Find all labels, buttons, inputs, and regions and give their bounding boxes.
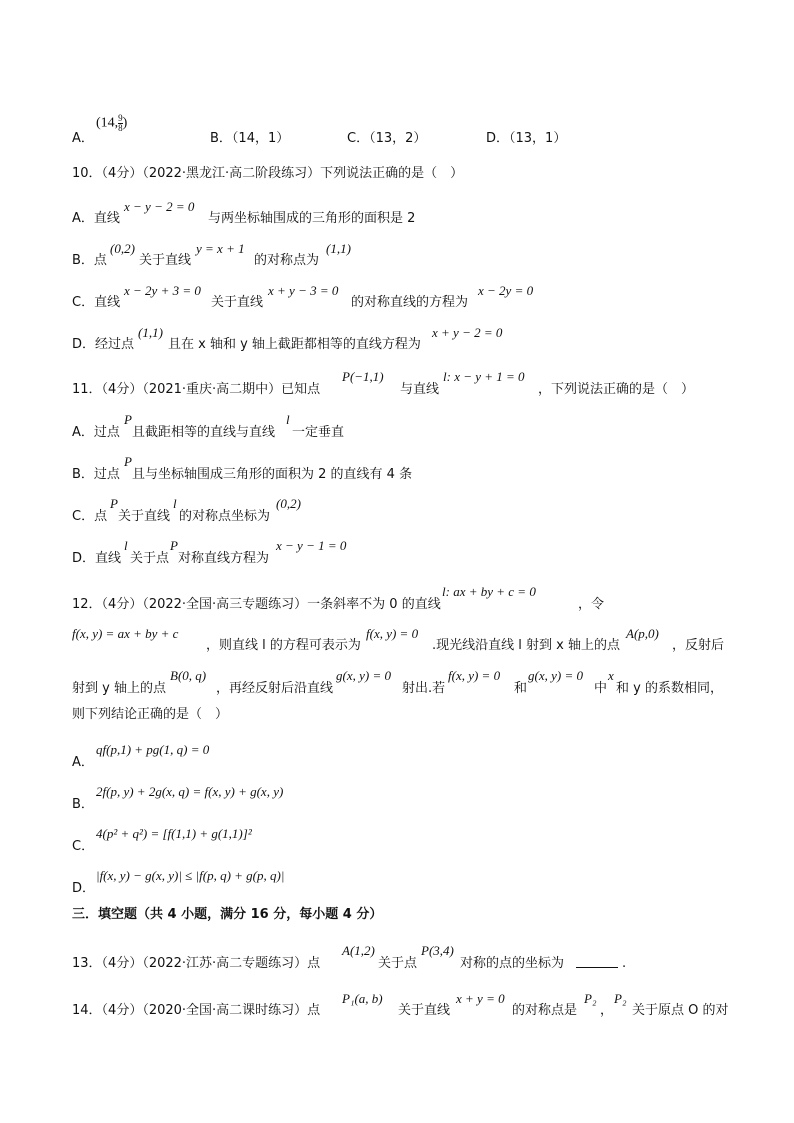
q14-math4: P₂ [614,991,627,1006]
q11-c-math2: l [173,496,177,511]
q11-c-math1: P [110,496,118,511]
q13-text4: . [622,956,627,971]
q12-line1-text1: 12．（4分）（2022·全国·高三专题练习）一条斜率不为 0 的直线 [72,597,441,612]
q11-c-text2: 关于直线 [118,509,171,524]
q12-line3-text5: 中 [594,681,608,696]
q14-math3: P₂ [584,991,597,1006]
q10-a-math1: x − y − 2 = 0 [124,199,195,214]
q13-text1: 13．（4分）（2022·江苏·高二专题练习）点 [72,956,321,971]
q11-d-text1: D．直线 [72,551,122,566]
q14-math2: x + y = 0 [456,991,505,1006]
q11-a-math1: P [124,412,132,427]
q12-a-label: A． [72,755,94,770]
q12-line3-math3: f(x, y) = 0 [448,668,501,683]
q12-line2-text1: ，则直线 l 的方程可表示为 [206,638,361,653]
q12-line3-math4: g(x, y) = 0 [528,668,583,683]
section-3-heading: 三．填空题（共 4 小题，满分 16 分，每小题 4 分） [72,907,383,922]
q12-line4: 则下列结论正确的是（ ） [72,707,229,722]
q12-b-math: 2f(p, y) + 2g(x, q) = f(x, y) + g(x, y) [96,784,284,799]
q10-b-math3: (1,1) [326,241,351,256]
q12-line3-math5: x [608,668,614,683]
q12-c-math: 4(p² + q²) = [f(1,1) + g(1,1)]² [96,826,252,841]
q10-c-text1: C．直线 [72,295,121,310]
q11-c-text3: 的对称点坐标为 [179,509,271,524]
q12-c-label: C． [72,839,95,854]
q10-c-math2: x + y − 3 = 0 [268,283,339,298]
q11-d-text3: 对称直线方程为 [178,551,270,566]
q11-d-math3: x − y − 1 = 0 [276,538,347,553]
q10-stem: 10．（4分）（2022·黑龙江·高二阶段练习）下列说法正确的是（ ） [72,166,464,181]
q10-b-math1: (0,2) [110,241,135,256]
q11-d-math1: l [124,538,128,553]
q14-math1: P₁(a, b) [342,991,383,1006]
q11-b-text1: B．过点 [72,467,120,482]
q12-d-label: D． [72,881,96,896]
q10-b-text2: 关于直线 [139,253,192,268]
q12-line3-text4: 和 [514,681,528,696]
q14-text4: ， [600,1003,614,1018]
q13-answer-blank [576,955,618,968]
q13-text2: 关于点 [378,956,418,971]
q10-c-math1: x − 2y + 3 = 0 [124,283,201,298]
q10-b-text1: B．点 [72,253,107,268]
q10-d-text1: D．经过点 [72,337,135,352]
q13-math2: P(3,4) [421,943,454,958]
q10-b-text3: 的对称点为 [254,253,320,268]
q11-d-text2: 关于点 [130,551,170,566]
q10-d-math1: (1,1) [138,325,163,340]
q11-a-text1: A．过点 [72,425,120,440]
q11-stem-text1: 11．（4分）（2021·重庆·高二期中）已知点 [72,382,321,397]
q9-option-a-label: A． [72,131,94,146]
q12-line2-text3: ，反射后 [672,638,725,653]
q10-d-math2: x + y − 2 = 0 [432,325,503,340]
q12-line3-text2: ，再经反射后沿直线 [216,681,334,696]
q10-c-text3: 的对称直线的方程为 [351,295,469,310]
q12-line3-math1: B(0, q) [170,668,207,683]
q10-a-text2: 与两坐标轴围成的三角形的面积是 2 [208,211,416,226]
q9-option-a-math: (14, $\frac{9}{8}$ ) [96,113,128,133]
q12-a-math: qf(p,1) + pg(1, q) = 0 [96,742,210,757]
q10-c-math3: x − 2y = 0 [478,283,534,298]
q12-line2-math1: f(x, y) = ax + by + c [72,626,179,641]
q14-text3: 的对称点是 [512,1003,578,1018]
q12-b-label: B． [72,797,94,812]
q13-math1: A(1,2) [342,943,375,958]
q11-b-text2: 且与坐标轴围成三角形的面积为 2 的直线有 4 条 [132,467,413,482]
q11-d-math2: P [170,538,178,553]
q10-b-math2: y = x + 1 [196,241,245,256]
q11-c-math3: (0,2) [276,496,301,511]
q13-text3: 对称的点的坐标为 [460,956,565,971]
q10-a-text1: A．直线 [72,211,120,226]
q11-a-text3: 一定垂直 [292,425,345,440]
q11-stem-text2: 与直线 [400,382,440,397]
q11-b-math1: P [124,454,132,469]
q12-line2-math3: A(p,0) [626,626,659,641]
q14-text2: 关于直线 [398,1003,451,1018]
q9-option-c: C．（13，2） [347,131,427,146]
q12-line2-text2: .现光线沿直线 l 射到 x 轴上的点 [432,638,620,653]
q14-text5: 关于原点 O 的对 [632,1003,729,1018]
q12-line3-text6: 和 y 的系数相同， [616,681,723,696]
q12-line3-text1: 射到 y 轴上的点 [72,681,166,696]
q11-a-math2: l [286,412,290,427]
q12-d-math: |f(x, y) − g(x, y)| ≤ |f(p, q) + g(p, q)| [96,868,285,883]
q9-option-d: D．（13，1） [486,131,567,146]
q12-line1-math: l: ax + by + c = 0 [442,584,536,599]
q12-line1-text2: ，令 [578,597,605,612]
q12-line2-math2: f(x, y) = 0 [366,626,419,641]
q9-option-b: B．（14，1） [210,131,290,146]
q11-stem-math2: l: x − y + 1 = 0 [443,369,525,384]
q11-a-text2: 且截距相等的直线与直线 [132,425,276,440]
q11-stem-math1: P(−1,1) [342,369,384,384]
q11-stem-text3: ，下列说法正确的是（ ） [538,382,695,397]
q12-line3-text3: 射出.若 [402,681,446,696]
q10-d-text2: 且在 x 轴和 y 轴上截距都相等的直线方程为 [168,337,421,352]
q10-c-text2: 关于直线 [211,295,264,310]
q12-line3-math2: g(x, y) = 0 [336,668,391,683]
q14-text1: 14．（4分）（2020·全国·高二课时练习）点 [72,1003,321,1018]
q11-c-text1: C．点 [72,509,108,524]
